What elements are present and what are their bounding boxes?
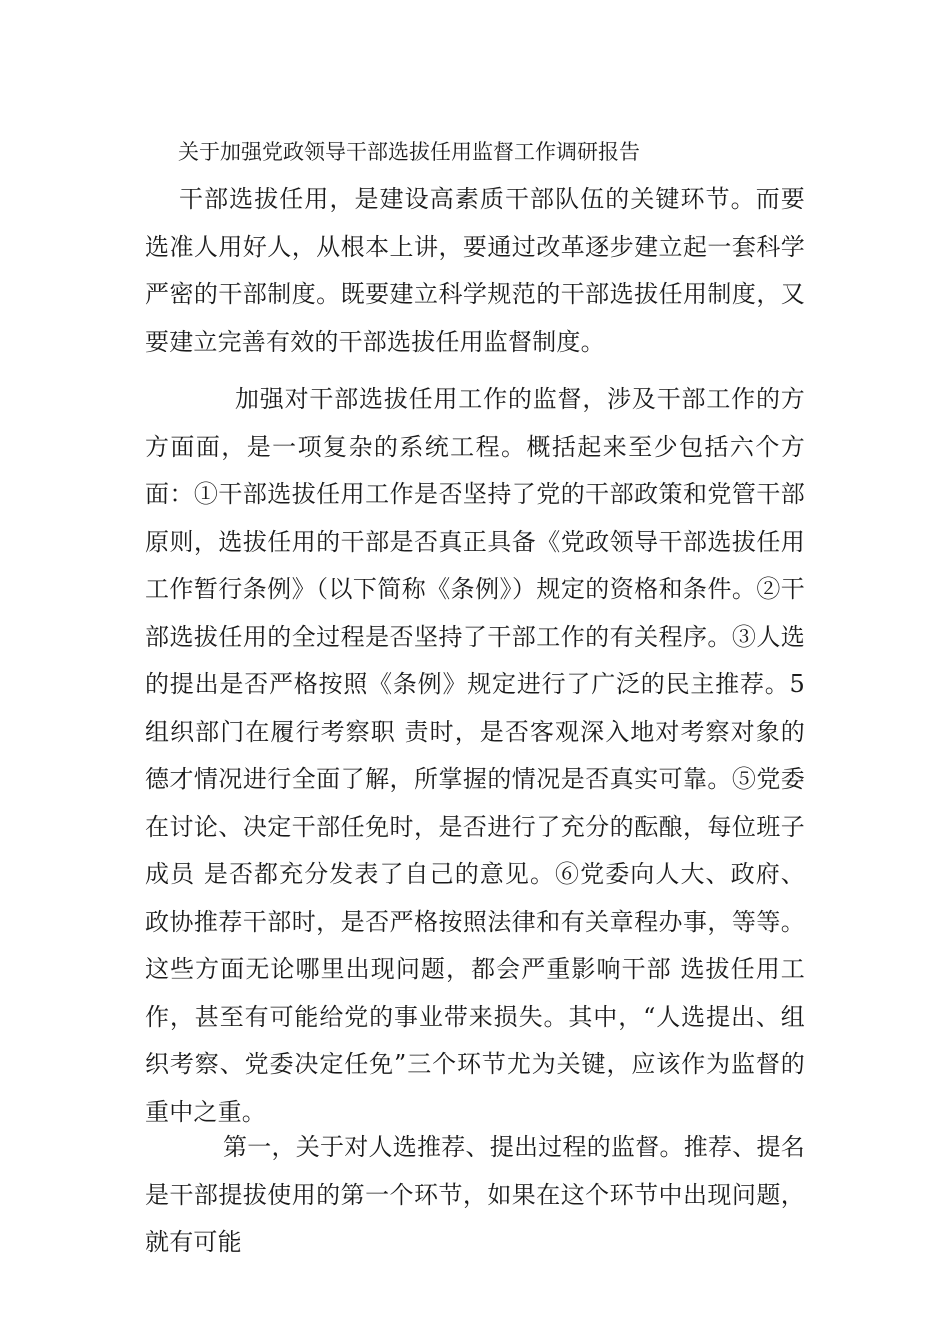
paragraph-first-point: 第一，关于对人选推荐、提出过程的监督。推荐、提名是干部提拔使用的第一个环节，如果在这个环节中出现问题，就有可能	[145, 1133, 805, 1256]
paragraph-intro: 干部选拔任用，是建设高素质干部队伍的关键环节。而要选准人用好人，从根本上讲，要通过改革逐步建立起一套科学严密的干部制度。既要建立科学规范的干部选拔任用制度，又要建立完善有效的干部选拔任用监督制度。	[145, 185, 805, 356]
document-title: 关于加强党政领导干部选拔任用监督工作调研报告	[178, 140, 640, 164]
paragraph-supervision-aspects: 加强对干部选拔任用工作的监督，涉及干部工作的方方面面，是一项复杂的系统工程。概括起来至少包括六个方面：①干部选拔任用工作是否坚持了党的干部政策和党管干部原则，选拔任用的干部是否真正具备《党政领导干部选拔任用工作暂行条例》（以下简称《条例》）规定的资格和条件。②干部选拔任用的全过程是否坚持了干部工作的有关程序。③人选的提出是否严格按照《条例》规定进行了广泛的民主推荐。5组织部门在履行考察职 责时，是否客观深入地对考察对象的德才情况进行全面了解，所掌握的情况是否真实可靠。⑤党委在讨论、决定干部任免时，是否进行了充分的酝酿，每位班子成员 是否都充分发表了自己的意见。⑥党委向人大、政府、政协推荐干部时，是否严格按照法律和有关章程办事，等等。这些方面无论哪里出现问题，都会严重影响干部 选拔任用工作，甚至有可能给党的事业带来损失。其中，“人选提出、组织考察、党委决定任免”三个环节尤为关键，应该作为监督的重中之重。	[145, 385, 805, 1126]
